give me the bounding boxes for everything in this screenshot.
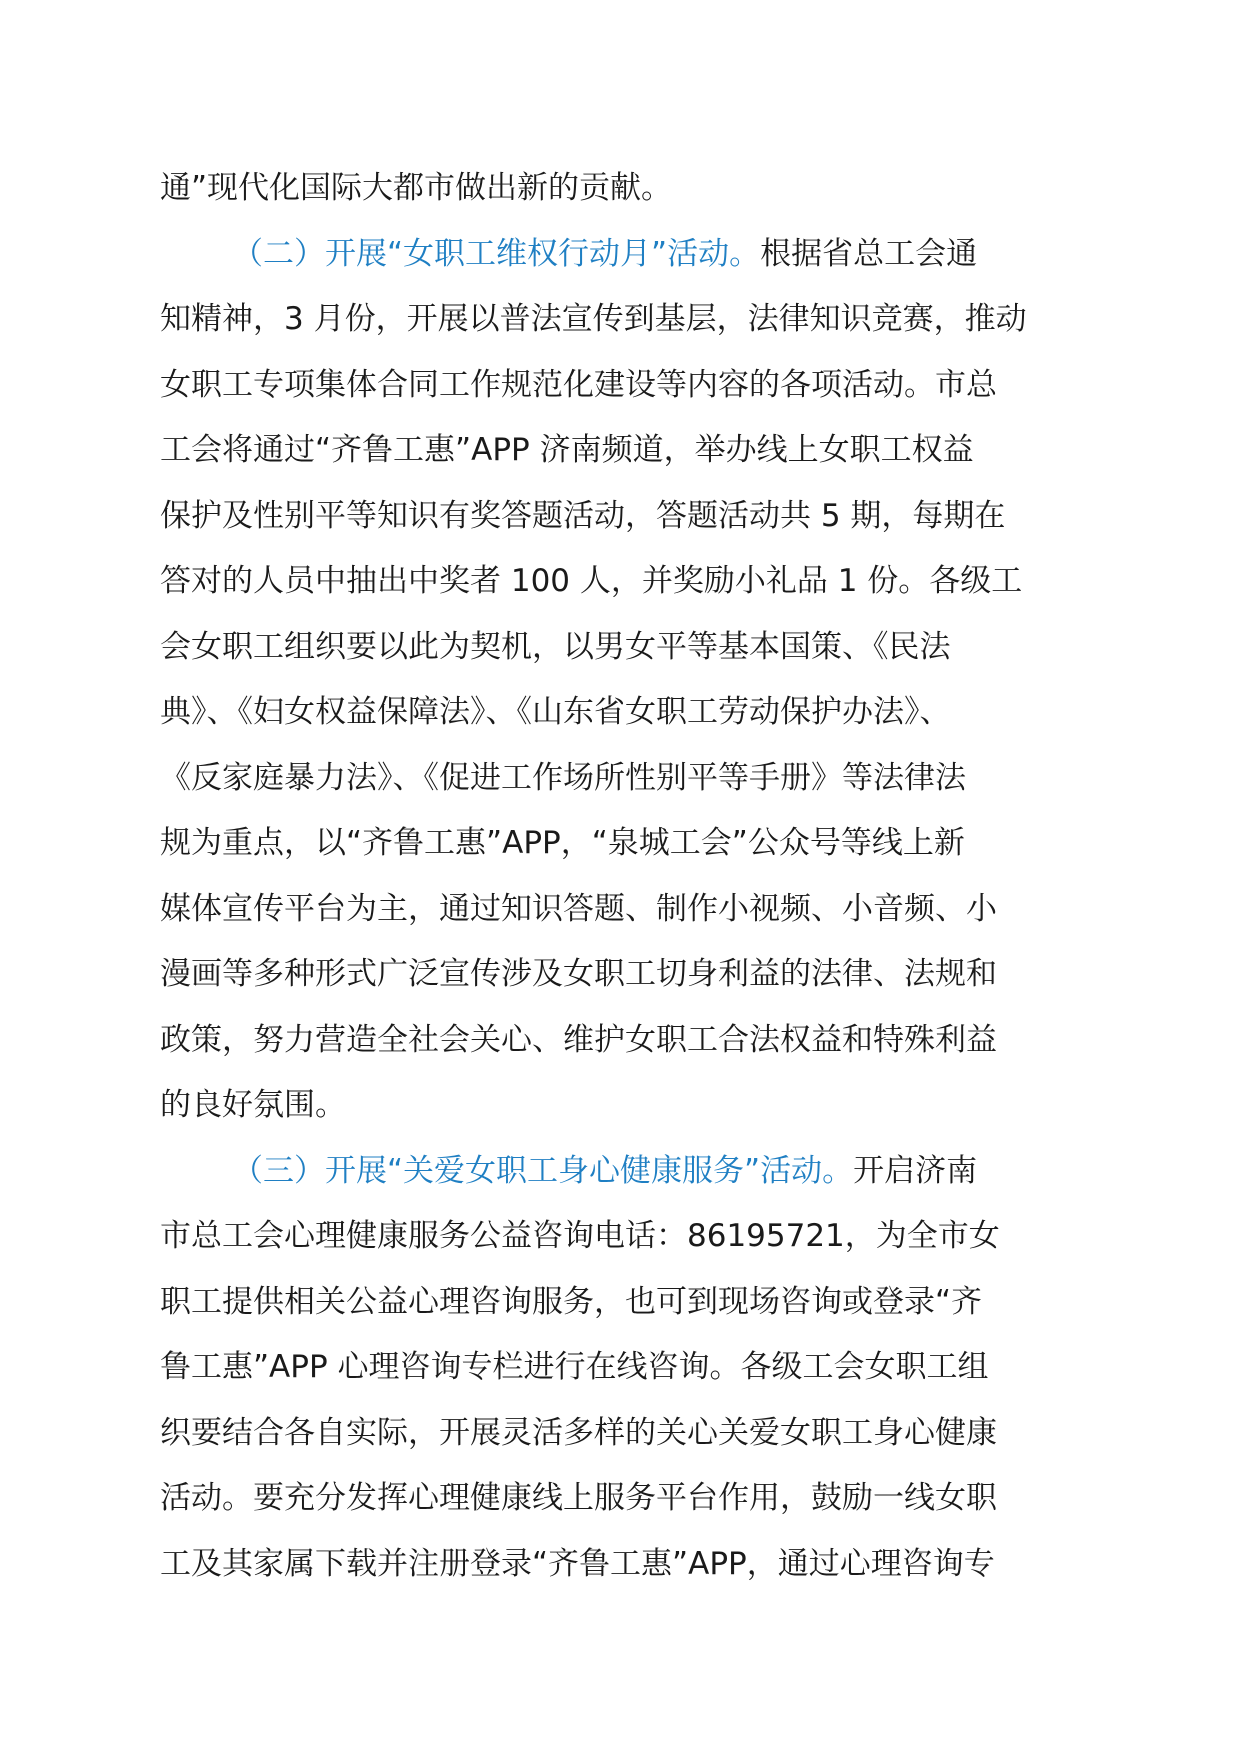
paragraph-line: 工及其家属下载并注册登录“齐鲁工惠”APP，通过心理咨询专 (160, 1545, 995, 1582)
document-body (160, 156, 1090, 1597)
paragraph-line: 媒体宣传平台为主，通过知识答题、制作小视频、小音频、小 (160, 890, 997, 927)
paragraph-line: 漫画等多种形式广泛宣传涉及女职工切身利益的法律、法规和 (160, 956, 997, 992)
section-3-first-line (160, 1139, 1090, 1205)
section-2-first-line-text: 根据省总工会通 (760, 235, 978, 272)
paragraph-line: 的良好氛围。 (160, 1087, 346, 1123)
paragraph-line: 保护及性别平等知识有奖答题活动，答题活动共 5 期，每期在 (160, 497, 1006, 534)
paragraph-line: 典》、《妇女权益保障法》、《山东省女职工劳动保护办法》、 (160, 694, 951, 730)
paragraph-line: 女职工专项集体合同工作规范化建设等内容的各项活动。市总 (160, 366, 997, 403)
paragraph-line: 会女职工组织要以此为契机，以男女平等基本国策、《民法 (160, 628, 951, 665)
paragraph-line: 答对的人员中抽出中奖者 100 人，并奖励小礼品 1 份。各级工 (160, 563, 1023, 599)
paragraph-line: 工会将通过“齐鲁工惠”APP 济南频道，举办线上女职工权益 (160, 432, 974, 468)
paragraph-line: 职工提供相关公益心理咨询服务，也可到现场咨询或登录“齐 (160, 1283, 983, 1320)
section-3-heading: （三）开展“关爱女职工身心健康服务”活动。 (232, 1152, 854, 1189)
section-2-first-line (160, 222, 1090, 288)
section-3-first-line-text: 开启济南 (853, 1152, 978, 1189)
paragraph-line: 规为重点，以“齐鲁工惠”APP，“泉城工会”公众号等线上新 (160, 825, 965, 861)
paragraph-line: 《反家庭暴力法》、《促进工作场所性别平等手册》等法律法 (160, 759, 966, 796)
paragraph-line: 鲁工惠”APP 心理咨询专栏进行在线咨询。各级工会女职工组 (160, 1349, 989, 1385)
paragraph-line: 知精神，3 月份，开展以普法宣传到基层，法律知识竞赛，推动 (160, 301, 1027, 337)
paragraph-line: 政策，努力营造全社会关心、维护女职工合法权益和特殊利益 (160, 1021, 997, 1058)
paragraph-line: 市总工会心理健康服务公益咨询电话：86195721，为全市女 (160, 1218, 1000, 1254)
paragraph-line: 织要结合各自实际，开展灵活多样的关心关爱女职工身心健康 (160, 1414, 997, 1451)
section-2-heading: （二）开展“女职工维权行动月”活动。 (232, 235, 761, 272)
paragraph-line: 通”现代化国际大都市做出新的贡献。 (160, 170, 673, 206)
paragraph-line: 活动。要充分发挥心理健康线上服务平台作用，鼓励一线女职 (160, 1480, 997, 1516)
